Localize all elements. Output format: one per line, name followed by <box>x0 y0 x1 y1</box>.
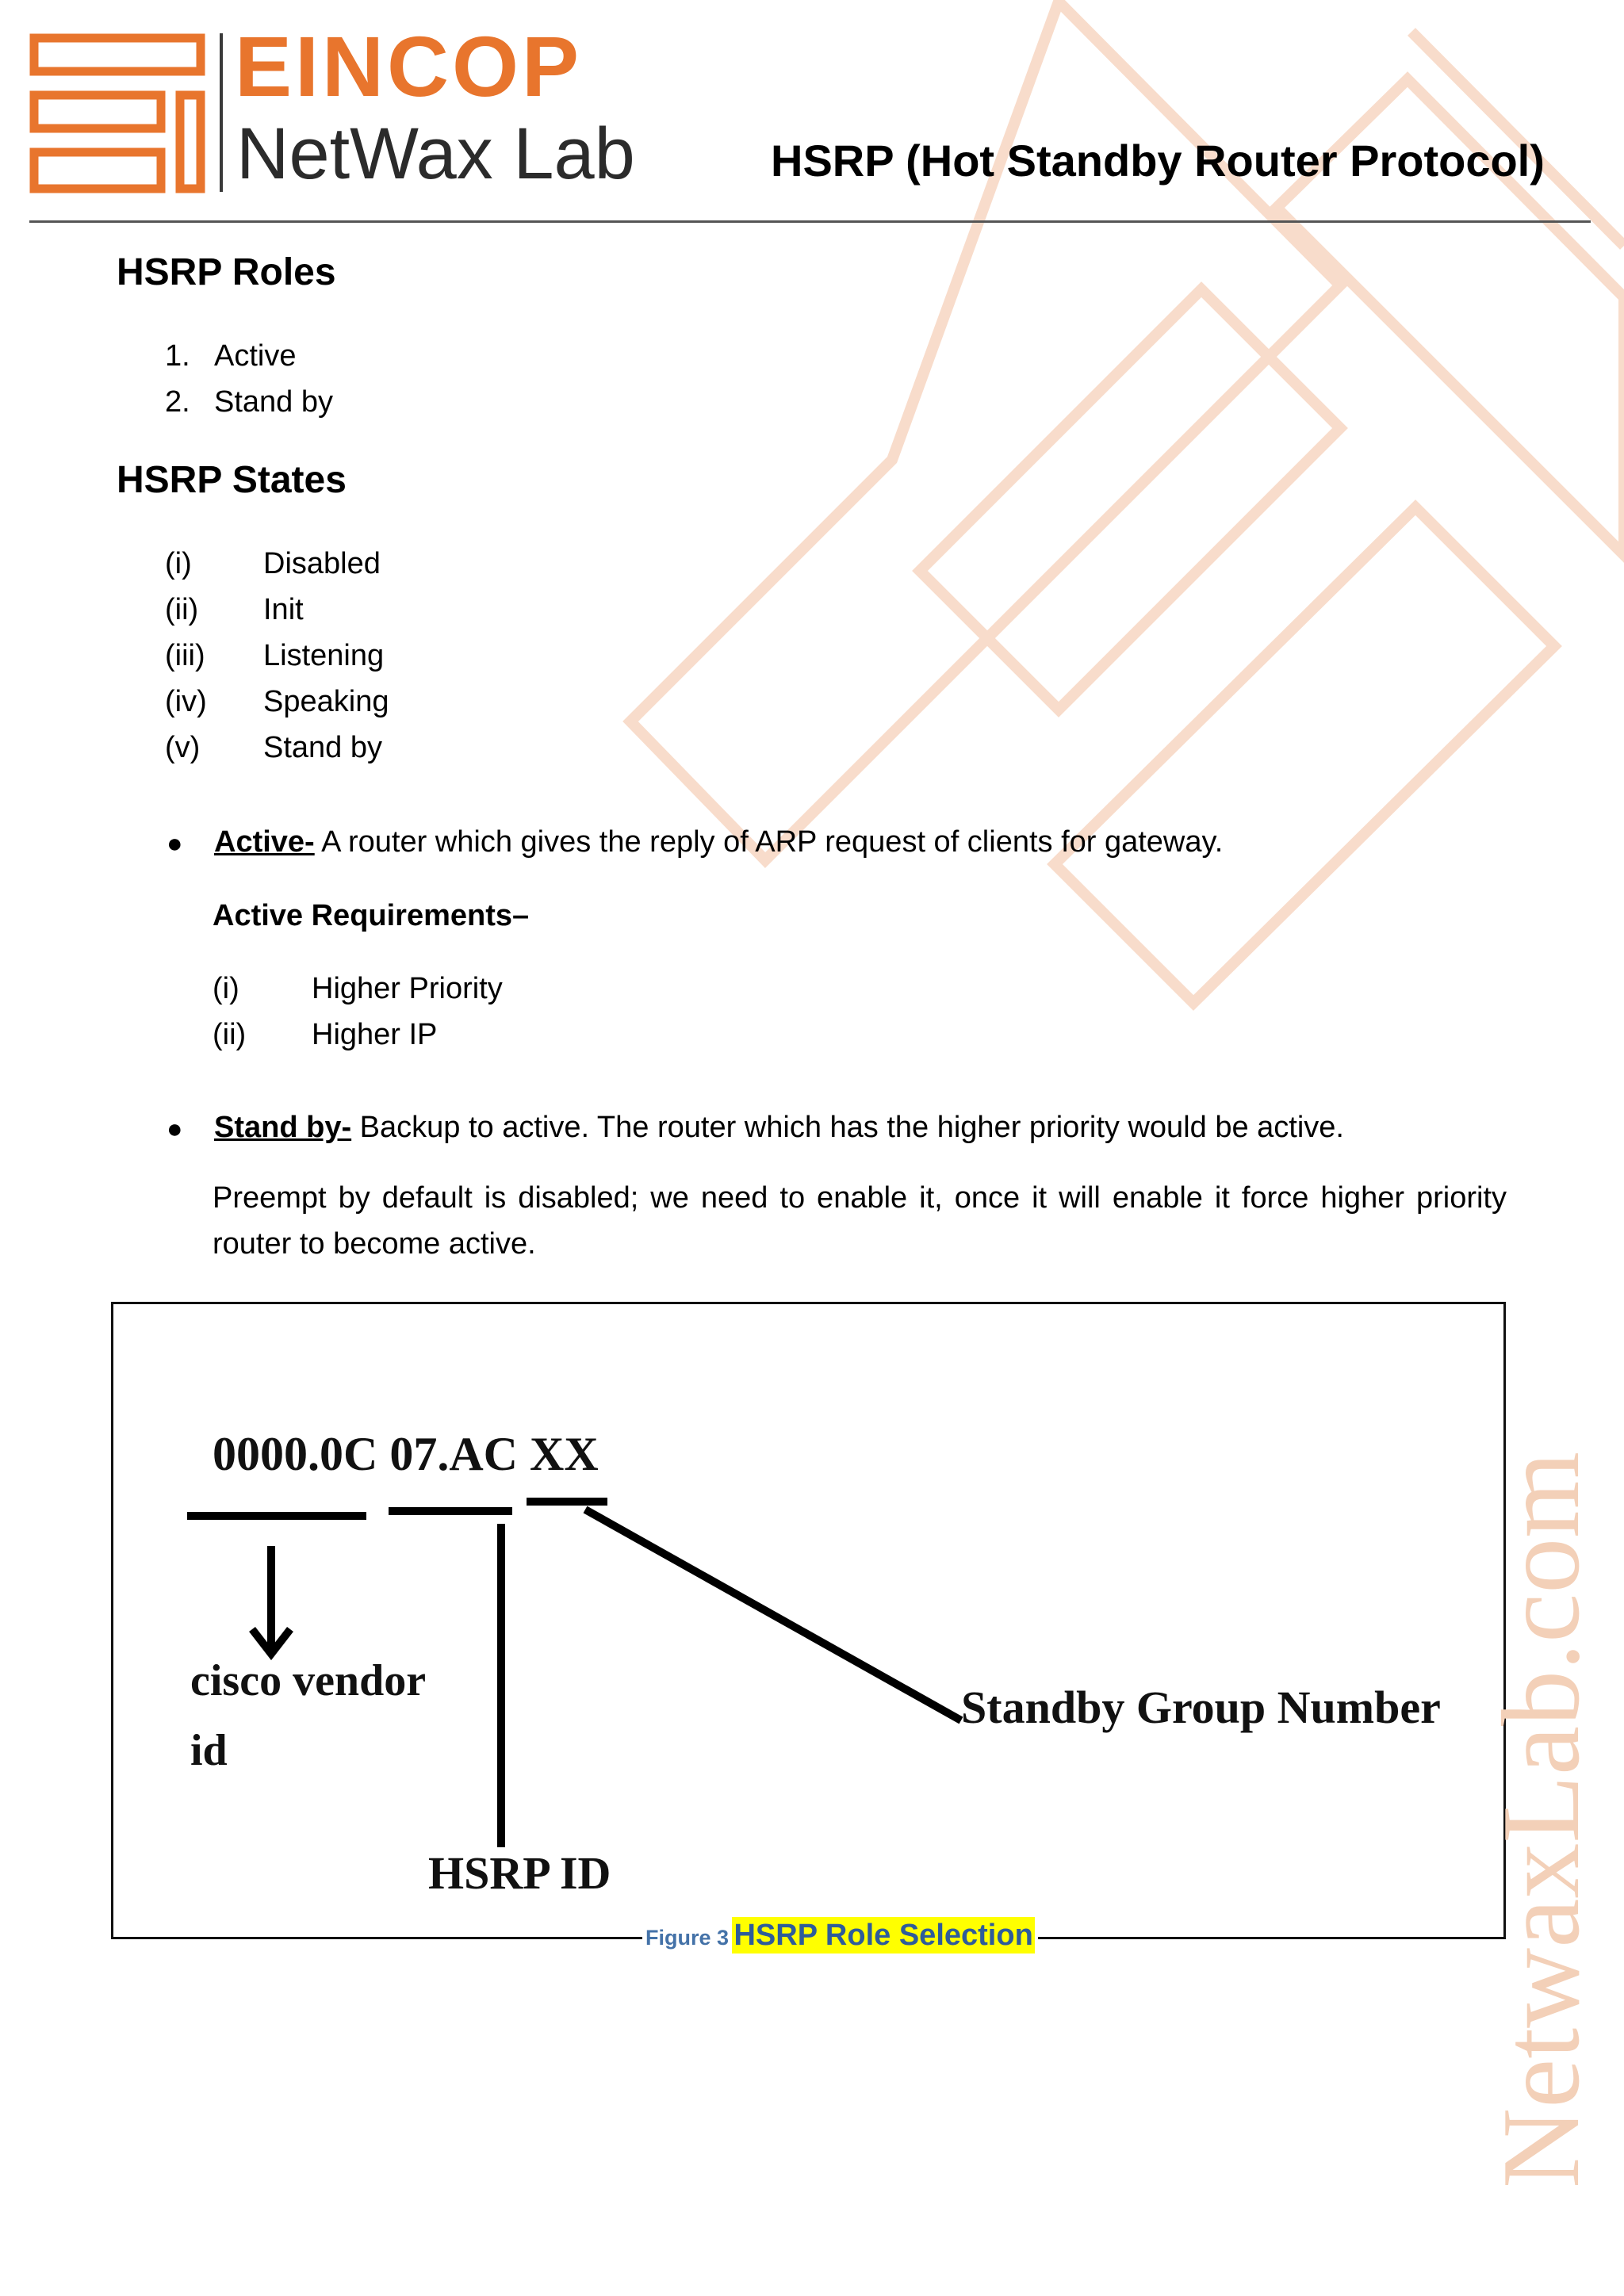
roles-heading: HSRP Roles <box>117 251 336 293</box>
state-label: Speaking <box>263 685 389 718</box>
vendor-id-label: cisco vendor <box>190 1656 427 1705</box>
active-requirements-heading: Active Requirements– <box>213 899 530 932</box>
figure-caption <box>642 1920 1038 1950</box>
state-number: (i) <box>165 547 192 580</box>
vendor-id-label: id <box>190 1726 228 1775</box>
bullet-icon: ● <box>167 1114 183 1144</box>
eincop-logo-icon <box>29 33 205 193</box>
states-heading: HSRP States <box>117 459 347 501</box>
header-rule <box>29 220 1591 223</box>
standby-description: Backup to active. The router which has the higher priority would be active. <box>351 1111 1344 1144</box>
active-definition <box>214 825 1223 861</box>
preempt-paragraph: Preempt by default is disabled; we need to enable it, once it will enable it force higher priority router to become active. <box>213 1181 1507 1261</box>
role-number: 2. <box>165 385 190 419</box>
brand-name: EINCOP <box>235 18 583 114</box>
state-label: Init <box>263 593 304 626</box>
requirement-number: (ii) <box>213 1018 247 1051</box>
brand-subtitle: NetWax Lab <box>236 113 635 194</box>
role-number: 1. <box>165 339 190 373</box>
state-number: (v) <box>165 731 201 764</box>
hsrp-id-label: HSRP ID <box>428 1847 611 1899</box>
state-number: (iv) <box>165 685 207 718</box>
state-label: Disabled <box>263 547 381 580</box>
mac-address-text: 0000.0C 07.AC XX <box>213 1428 599 1480</box>
state-label: Stand by <box>263 731 382 764</box>
caption-title: HSRP Role Selection <box>733 1919 1033 1952</box>
caption-number: Figure 3 <box>645 1926 730 1950</box>
state-number: (iii) <box>165 639 205 672</box>
logo-divider <box>220 33 223 192</box>
requirement-label: Higher Priority <box>312 972 503 1005</box>
standby-group-label: Standby Group Number <box>961 1682 1441 1733</box>
requirement-label: Higher IP <box>312 1018 438 1051</box>
role-label: Active <box>214 339 297 373</box>
active-term: Active- <box>214 825 315 859</box>
standby-definition <box>214 1110 1344 1146</box>
state-label: Listening <box>263 639 385 672</box>
document-title: HSRP (Hot Standby Router Protocol) <box>771 136 1545 186</box>
requirement-number: (i) <box>213 972 239 1005</box>
figure-frame <box>111 1302 1506 1939</box>
standby-term: Stand by- <box>214 1111 352 1144</box>
state-number: (ii) <box>165 593 199 626</box>
role-label: Stand by <box>214 385 333 419</box>
site-watermark: NetwaxLab.com <box>1480 1451 1603 2188</box>
bullet-icon: ● <box>167 828 183 859</box>
active-description: A router which gives the reply of ARP request of clients for gateway. <box>314 825 1224 859</box>
